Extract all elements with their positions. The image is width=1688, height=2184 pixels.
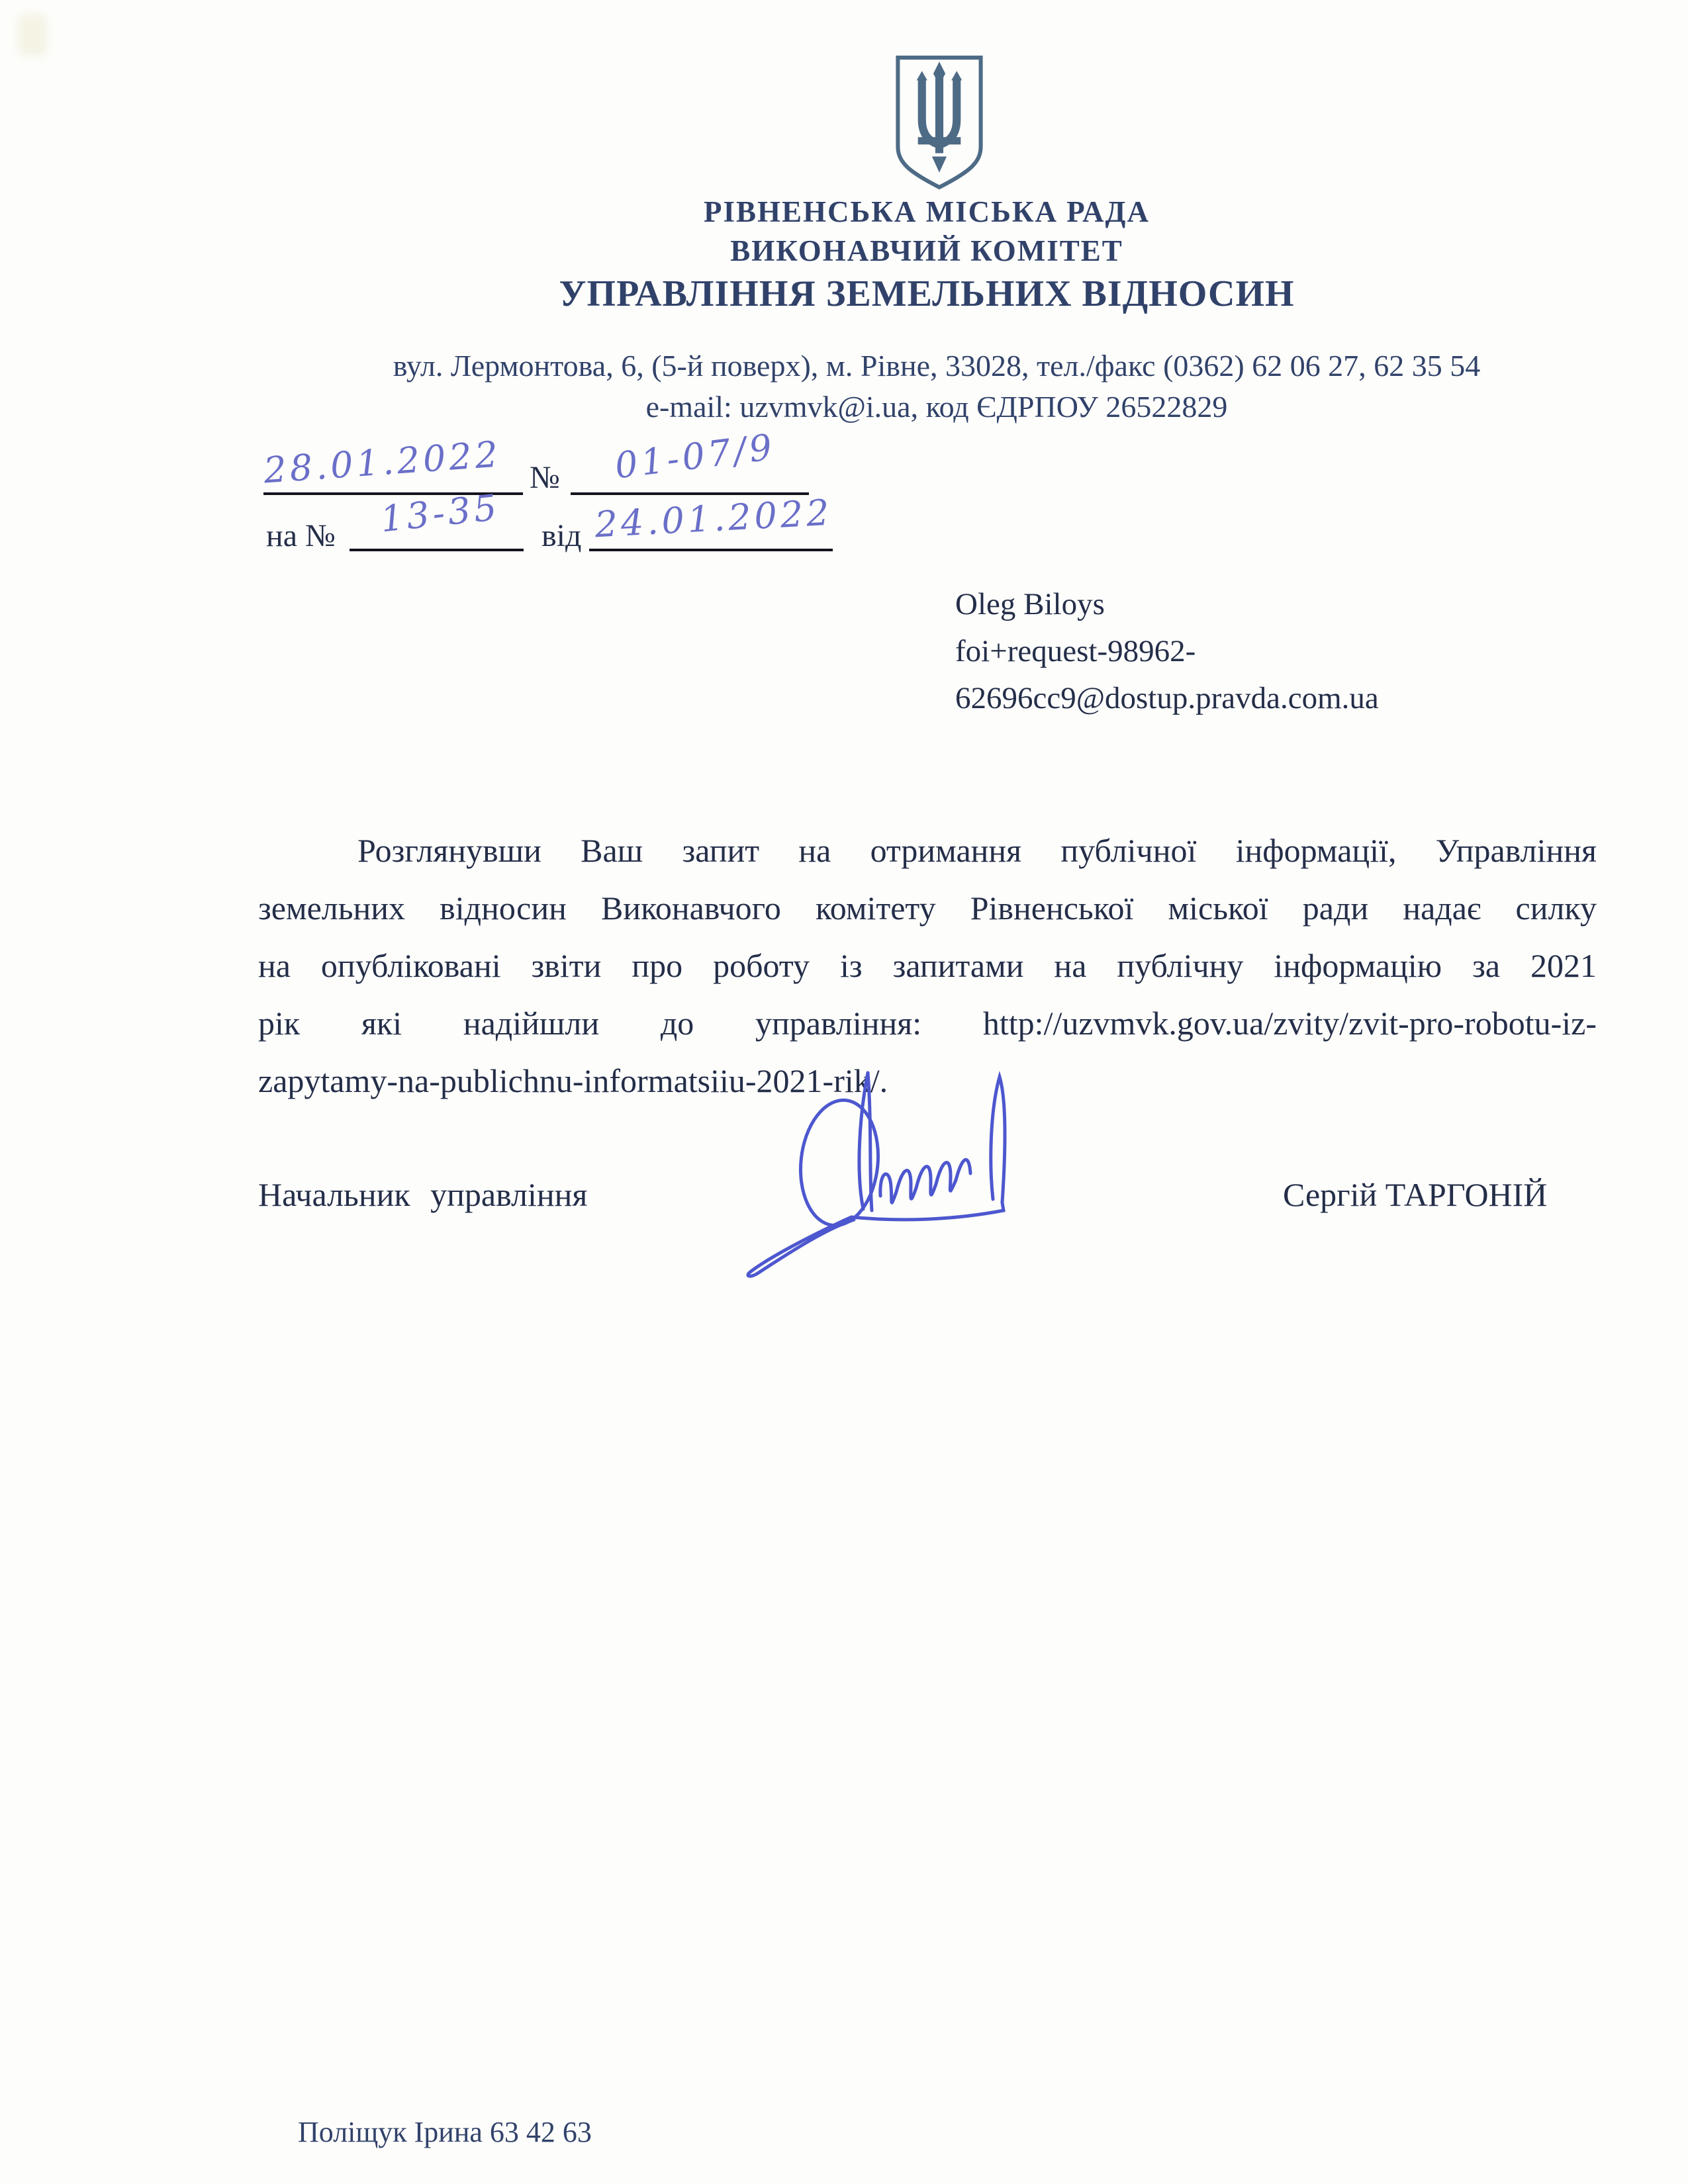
org-address — [179, 345, 1688, 428]
from-date-handwritten: 24.01.2022 — [594, 491, 833, 546]
executor-contact: Поліщук Ірина 63 42 63 — [298, 2116, 592, 2148]
recipient-block — [955, 581, 1379, 722]
org-name-line2: ВИКОНАВЧИЙ КОМІТЕТ — [730, 234, 1123, 267]
reply-number-underline — [350, 549, 524, 551]
signer-title: Начальник управління — [258, 1176, 588, 1213]
letterhead — [179, 195, 1675, 314]
body-line: на опубліковані звіти про роботу із запитами на публічну інформацію за 2021 — [258, 947, 1597, 984]
body-line: Розглянувши Ваш запит на отримання публічної інформації, Управління — [357, 832, 1597, 869]
body-line: zapytamy-na-publichnu-informatsiiu-2021-rik/. — [258, 1062, 888, 1099]
recipient-email-line1: foi+request-98962- — [955, 634, 1196, 668]
reply-to-label: на № — [266, 518, 336, 553]
outgoing-date-handwritten: 28.01.2022 — [262, 433, 502, 492]
scan-smudge — [19, 15, 46, 56]
org-name-line1: РІВНЕНСЬКА МІСЬКА РАДА — [704, 195, 1150, 228]
body-line: рік які надійшли до управління: http://uzvmvk.gov.ua/zvity/zvit-pro-robotu-iz- — [258, 1005, 1597, 1042]
handwritten-signature — [740, 1067, 1018, 1285]
reply-number-handwritten: 13-35 — [378, 486, 502, 541]
recipient-name: Oleg Biloys — [955, 587, 1105, 621]
from-date-underline — [589, 549, 833, 551]
number-sign-label: № — [530, 460, 560, 495]
recipient-email-line2: 62696cc9@dostup.pravda.com.ua — [955, 681, 1379, 715]
body-line: земельних відносин Виконавчого комітету Рівненської міської ради надає силку — [258, 889, 1597, 927]
from-date-label: від — [541, 518, 582, 553]
address-line2: e-mail: uzvmvk@i.ua, код ЄДРПОУ 26522829 — [645, 390, 1228, 424]
outgoing-number-handwritten: 01-07/9 — [612, 426, 778, 487]
address-line1: вул. Лермонтова, 6, (5-й поверх), м. Рівне, 33028, тел./факс (0362) 62 06 27, 62 35 54 — [393, 349, 1481, 383]
org-name-line3: УПРАВЛІННЯ ЗЕМЕЛЬНИХ ВІДНОСИН — [559, 273, 1295, 314]
ukraine-trident-emblem — [892, 53, 987, 192]
signer-name: Сергій ТАРГОНІЙ — [1283, 1176, 1548, 1213]
